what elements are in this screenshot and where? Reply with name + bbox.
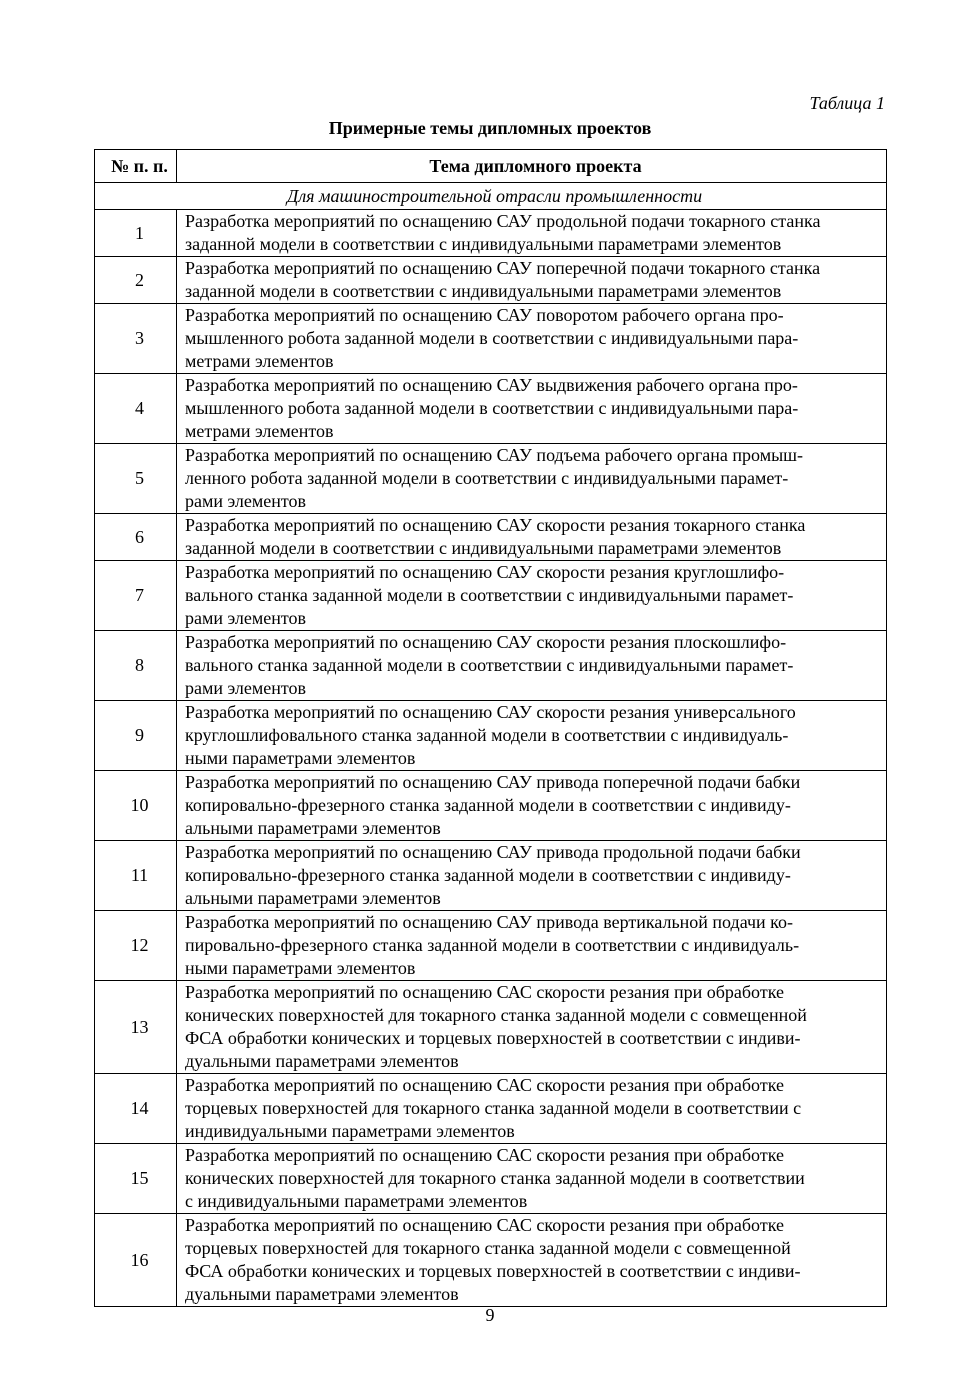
- table-row: [95, 374, 887, 444]
- section-row: [95, 183, 887, 210]
- row-topic: [177, 561, 887, 631]
- page-title: Примерные темы дипломных проектов: [328, 118, 652, 138]
- row-number: 3: [95, 304, 177, 374]
- topic-line: пировально-фрезерного станка заданной модели в соответствии с индивидуаль-: [185, 935, 800, 955]
- topic-line: заданной модели в соответствии с индивидуальными параметрами элементов: [185, 281, 782, 301]
- row-number: 7: [95, 561, 177, 631]
- topic-line: вального станка заданной модели в соответствии с индивидуальными парамет-: [185, 655, 794, 675]
- topic-line: Разработка мероприятий по оснащению САУ скорости резания универсального: [185, 702, 796, 722]
- row-number: 11: [95, 841, 177, 911]
- row-number: 10: [95, 771, 177, 841]
- table-row: [95, 981, 887, 1074]
- topic-line: заданной модели в соответствии с индивидуальными параметрами элементов: [185, 234, 782, 254]
- table-body: [95, 183, 887, 1307]
- row-number: 6: [95, 514, 177, 561]
- topic-line: ФСА обработки конических и торцевых поверхностей в соответствии с индиви-: [185, 1028, 801, 1048]
- topic-line: рами элементов: [185, 491, 307, 511]
- table-header-row: [95, 150, 887, 183]
- table-row: [95, 701, 887, 771]
- row-number: 9: [95, 701, 177, 771]
- row-topic: [177, 1214, 887, 1307]
- table-row: [95, 911, 887, 981]
- row-topic: [177, 374, 887, 444]
- table-row: [95, 304, 887, 374]
- topic-line: конических поверхностей для токарного станка заданной модели с совмещенной: [185, 1005, 807, 1025]
- column-header-number: № п. п.: [95, 150, 177, 183]
- topic-line: Разработка мероприятий по оснащению САУ поперечной подачи токарного станка: [185, 258, 821, 278]
- topic-line: метрами элементов: [185, 351, 334, 371]
- row-topic: [177, 701, 887, 771]
- table-row: [95, 444, 887, 514]
- topic-line: мышленного робота заданной модели в соответствии с индивидуальными пара-: [185, 328, 799, 348]
- topic-line: рами элементов: [185, 608, 307, 628]
- topic-line: заданной модели в соответствии с индивидуальными параметрами элементов: [185, 538, 782, 558]
- topic-line: дуальными параметрами элементов: [185, 1284, 459, 1304]
- topic-line: ленного робота заданной модели в соответствии с индивидуальными парамет-: [185, 468, 789, 488]
- table-row: [95, 561, 887, 631]
- topic-line: дуальными параметрами элементов: [185, 1051, 459, 1071]
- topic-line: альными параметрами элементов: [185, 818, 441, 838]
- row-topic: [177, 257, 887, 304]
- row-topic: [177, 631, 887, 701]
- table-row: [95, 1214, 887, 1307]
- topic-line: Разработка мероприятий по оснащению САС скорости резания при обработке: [185, 1215, 784, 1235]
- table-row: [95, 771, 887, 841]
- topic-line: торцевых поверхностей для токарного станка заданной модели в соответствии с: [185, 1098, 802, 1118]
- topic-line: торцевых поверхностей для токарного станка заданной модели с совмещенной: [185, 1238, 791, 1258]
- topic-line: Разработка мероприятий по оснащению САУ скорости резания круглошлифо-: [185, 562, 785, 582]
- topic-line: метрами элементов: [185, 421, 334, 441]
- topic-line: копировально-фрезерного станка заданной модели в соответствии с индивиду-: [185, 865, 791, 885]
- column-header-topic: Тема дипломного проекта: [177, 150, 887, 183]
- row-topic: [177, 304, 887, 374]
- section-title: Для машиностроительной отрасли промышленности: [95, 183, 887, 210]
- topic-line: вального станка заданной модели в соответствии с индивидуальными парамет-: [185, 585, 794, 605]
- topic-line: Разработка мероприятий по оснащению САС скорости резания при обработке: [185, 1075, 784, 1095]
- row-number: 2: [95, 257, 177, 304]
- row-topic: [177, 514, 887, 561]
- topic-line: рами элементов: [185, 678, 307, 698]
- row-number: 16: [95, 1214, 177, 1307]
- row-number: 5: [95, 444, 177, 514]
- topic-line: ными параметрами элементов: [185, 748, 416, 768]
- topic-line: конических поверхностей для токарного станка заданной модели в соответствии: [185, 1168, 805, 1188]
- topic-line: копировально-фрезерного станка заданной модели в соответствии с индивиду-: [185, 795, 791, 815]
- row-topic: [177, 1074, 887, 1144]
- topic-line: мышленного робота заданной модели в соответствии с индивидуальными пара-: [185, 398, 799, 418]
- topic-line: Разработка мероприятий по оснащению САС скорости резания при обработке: [185, 1145, 784, 1165]
- topic-line: Разработка мероприятий по оснащению САУ продольной подачи токарного станка: [185, 211, 821, 231]
- row-number: 4: [95, 374, 177, 444]
- row-topic: [177, 981, 887, 1074]
- row-topic: [177, 444, 887, 514]
- topic-line: Разработка мероприятий по оснащению САУ привода продольной подачи бабки: [185, 842, 801, 862]
- topic-line: круглошлифовального станка заданной модели в соответствии с индивидуаль-: [185, 725, 789, 745]
- page-number: 9: [485, 1305, 495, 1325]
- table-row: [95, 841, 887, 911]
- table-row: [95, 1074, 887, 1144]
- table-label: Таблица 1: [809, 93, 885, 113]
- topic-line: Разработка мероприятий по оснащению САУ скорости резания плоскошлифо-: [185, 632, 787, 652]
- topic-line: с индивидуальными параметрами элементов: [185, 1191, 528, 1211]
- row-topic: [177, 841, 887, 911]
- table-row: [95, 257, 887, 304]
- row-topic: [177, 771, 887, 841]
- row-topic: [177, 210, 887, 257]
- topic-line: альными параметрами элементов: [185, 888, 441, 908]
- table-row: [95, 210, 887, 257]
- topic-line: Разработка мероприятий по оснащению САУ подъема рабочего органа промыш-: [185, 445, 804, 465]
- row-number: 15: [95, 1144, 177, 1214]
- topic-line: Разработка мероприятий по оснащению САУ выдвижения рабочего органа про-: [185, 375, 798, 395]
- topic-line: ными параметрами элементов: [185, 958, 416, 978]
- row-number: 8: [95, 631, 177, 701]
- topic-line: Разработка мероприятий по оснащению САУ привода вертикальной подачи ко-: [185, 912, 793, 932]
- row-topic: [177, 911, 887, 981]
- table-row: [95, 631, 887, 701]
- topic-line: Разработка мероприятий по оснащению САУ поворотом рабочего органа про-: [185, 305, 784, 325]
- row-number: 14: [95, 1074, 177, 1144]
- topics-table: [94, 149, 887, 1307]
- row-number: 13: [95, 981, 177, 1074]
- topic-line: Разработка мероприятий по оснащению САУ скорости резания токарного станка: [185, 515, 806, 535]
- table-row: [95, 514, 887, 561]
- topic-line: ФСА обработки конических и торцевых поверхностей в соответствии с индиви-: [185, 1261, 801, 1281]
- topic-line: Разработка мероприятий по оснащению САУ привода поперечной подачи бабки: [185, 772, 801, 792]
- row-number: 1: [95, 210, 177, 257]
- row-topic: [177, 1144, 887, 1214]
- topic-line: индивидуальными параметрами элементов: [185, 1121, 515, 1141]
- row-number: 12: [95, 911, 177, 981]
- table-row: [95, 1144, 887, 1214]
- topic-line: Разработка мероприятий по оснащению САС скорости резания при обработке: [185, 982, 784, 1002]
